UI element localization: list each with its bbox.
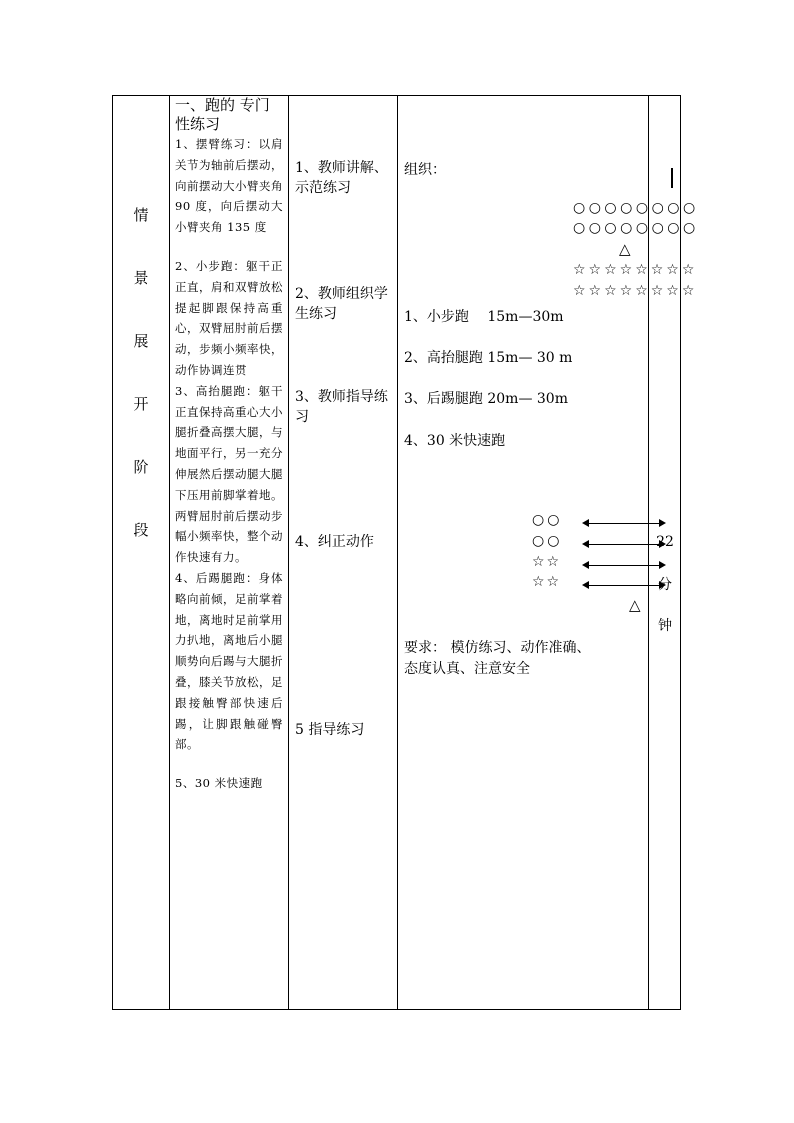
pair-star-icon: ☆☆ <box>532 574 562 590</box>
stage-cell <box>113 96 169 1009</box>
teacher-triangle-icon: △ <box>619 240 631 258</box>
time-unit: 分 <box>658 577 672 593</box>
section-title: 一、跑的 专门性练习 <box>175 96 270 133</box>
pair-star-icon: ☆☆ <box>532 554 562 570</box>
student-circle-row: ○○○○○○○○ <box>573 220 699 236</box>
stage-char: 段 <box>133 521 149 539</box>
student-star-row: ☆☆☆☆☆☆☆☆ <box>573 283 698 299</box>
time-cell <box>649 96 681 1009</box>
requirement-text: 要求： 模仿练习、动作准确、 <box>404 640 591 656</box>
content-cell <box>170 96 288 1009</box>
stage-char: 景 <box>133 269 149 287</box>
teacher-triangle-icon: △ <box>629 596 641 614</box>
time-value: 22 <box>656 534 674 550</box>
teacher-item: 1、教师讲解、示范练习 <box>295 160 388 196</box>
pair-circle-icon: ○○ <box>532 512 563 528</box>
teacher-cell <box>289 96 397 1009</box>
drill-item: 3、后踢腿跑 20m— 30m <box>404 391 568 407</box>
content-item: 2、小步跑：躯干正正直，肩和双臂放松提起脚跟保持高重心，双臂屈肘前后摆动，步频小频率快，动作协调连贯 <box>175 258 283 377</box>
drill-item: 1、小步跑 15m—30m <box>404 309 564 325</box>
content-item: 5、30 米快速跑 <box>175 776 263 791</box>
student-circle-row: ○○○○○○○○ <box>573 200 699 216</box>
stage-char: 情 <box>133 206 149 224</box>
stage-char: 展 <box>133 332 149 350</box>
content-item: 3、高抬腿跑：躯干正直保持高重心大小腿折叠高摆大腿，与地面平行，另一充分伸展然后摆动腿大腿下压用前脚掌着地。两臂屈肘前后摆动步幅小频率快，整个动作快速有力。 <box>175 383 283 565</box>
lesson-plan-table <box>112 95 699 1010</box>
teacher-item: 5 指导练习 <box>295 722 365 738</box>
content-item: 1、摆臂练习：以肩关节为轴前后摆动，向前摆动大小臂夹角 90 度，向后摆动大小臂夹角 135 度 <box>175 137 283 235</box>
pair-circle-icon: ○○ <box>532 533 563 549</box>
organization-label: 组织： <box>404 162 446 178</box>
teacher-item: 3、教师指导练习 <box>295 389 388 425</box>
stage-char: 开 <box>133 395 149 413</box>
drill-item: 4、30 米快速跑 <box>404 433 506 449</box>
stage-char: 阶 <box>133 458 149 476</box>
vertical-mark <box>671 168 673 188</box>
teacher-item: 2、教师组织学生练习 <box>295 286 388 322</box>
drill-item: 2、高抬腿跑 15m— 30 m <box>404 350 573 366</box>
time-unit: 钟 <box>658 618 672 634</box>
student-star-row: ☆☆☆☆☆☆☆☆ <box>573 262 698 278</box>
teacher-item: 4、纠正动作 <box>295 534 374 550</box>
requirement-text: 态度认真、注意安全 <box>404 661 530 677</box>
content-item: 4、后踢腿跑：身体略向前倾，足前掌着地，离地时足前掌用力扒地，离地后小腿顺势向后踢与大腿折叠，膝关节放松，足跟接触臀部快速后踢，让脚跟触碰臀部。 <box>175 570 283 752</box>
